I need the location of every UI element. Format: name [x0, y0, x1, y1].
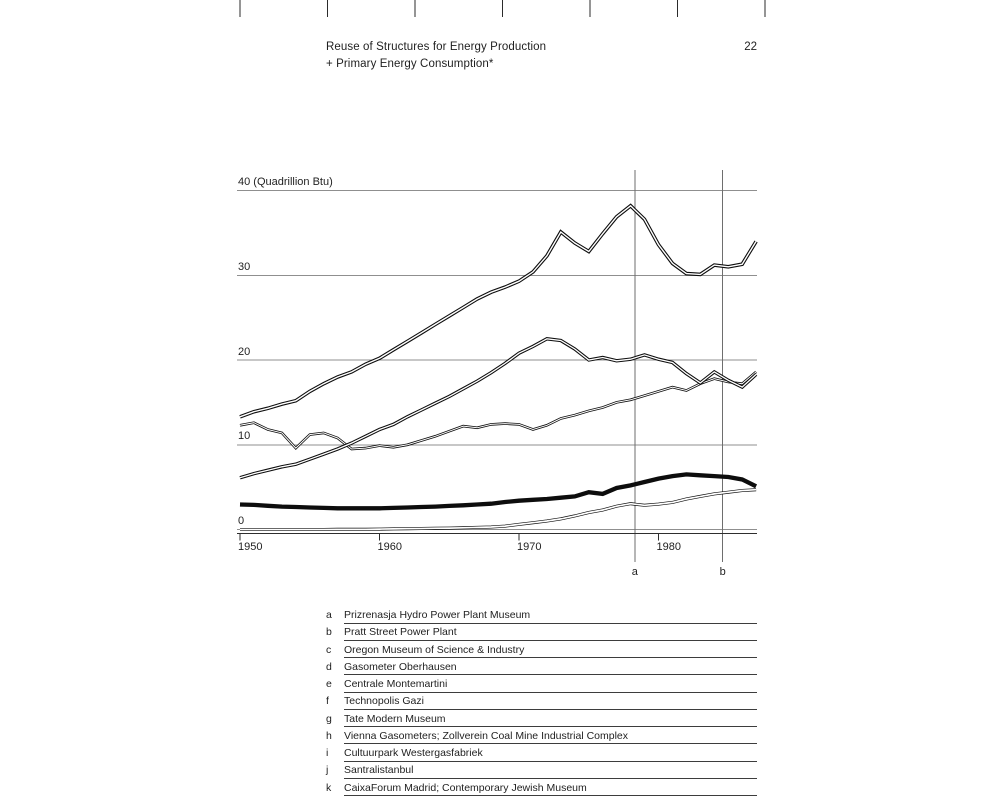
legend-row-e: [326, 676, 757, 693]
legend-row-f: [326, 693, 757, 710]
y-axis-label-40: 40 (Quadrillion Btu): [238, 176, 333, 188]
series-0-outer: [240, 206, 756, 417]
legend-label: Prizrenasja Hydro Power Plant Museum: [344, 607, 757, 624]
legend-label: Technopolis Gazi: [344, 693, 757, 710]
x-axis-label-1960: 1960: [377, 541, 402, 553]
legend-key: j: [326, 764, 329, 777]
legend-key: i: [326, 747, 329, 759]
x-axis-label-1980: 1980: [656, 541, 681, 553]
legend-row-i: [326, 745, 757, 762]
legend-row-d: [326, 659, 757, 676]
legend-label: Centrale Montemartini: [344, 676, 757, 693]
legend-row-j: [326, 762, 757, 779]
legend-label: Santralistanbul: [344, 762, 757, 779]
legend-label: Tate Modern Museum: [344, 711, 757, 728]
series-2-outer: [240, 372, 756, 449]
legend-key: a: [326, 609, 332, 621]
series-3-outer: [240, 474, 756, 508]
legend-key: g: [326, 712, 332, 725]
legend-key: d: [326, 660, 332, 673]
legend-row-a: [326, 607, 757, 624]
legend-key: h: [326, 729, 332, 742]
series-2-core: [240, 372, 756, 449]
x-axis-label-1970: 1970: [517, 541, 542, 553]
y-axis-label-10: 10: [238, 430, 251, 443]
legend-list: [326, 607, 757, 797]
legend-row-c: [326, 642, 757, 659]
legend-key: e: [326, 678, 332, 690]
legend-key: b: [326, 626, 332, 639]
legend-row-k: [326, 780, 757, 797]
y-axis-label-20: 20: [238, 345, 251, 358]
legend-label: Pratt Street Power Plant: [344, 624, 757, 641]
page-number: 22: [744, 41, 757, 53]
legend-key: c: [326, 643, 332, 656]
x-axis-label-1950: 1950: [238, 541, 263, 553]
marker-label-a: a: [631, 566, 638, 578]
legend-label: Cultuurpark Westergasfabriek: [344, 745, 757, 762]
y-axis-label-0: 0: [238, 515, 245, 527]
legend-label: CaixaForum Madrid; Contemporary Jewish Museum: [344, 780, 757, 797]
legend-label: Oregon Museum of Science & Industry: [344, 642, 757, 659]
legend-row-h: [326, 728, 757, 745]
marker-label-b: b: [719, 566, 726, 578]
legend-label: Gasometer Oberhausen: [344, 659, 757, 676]
legend-key: k: [326, 781, 332, 794]
y-axis-label-30: 30: [238, 260, 251, 273]
legend-row-g: [326, 711, 757, 728]
chart-title-line-2: + Primary Energy Consumption*: [326, 58, 494, 70]
legend-row-b: [326, 624, 757, 641]
legend-key: f: [326, 695, 329, 708]
chart-title-line-1: Reuse of Structures for Energy Production: [326, 41, 547, 53]
legend-label: Vienna Gasometers; Zollverein Coal Mine Industrial Complex: [344, 728, 757, 745]
